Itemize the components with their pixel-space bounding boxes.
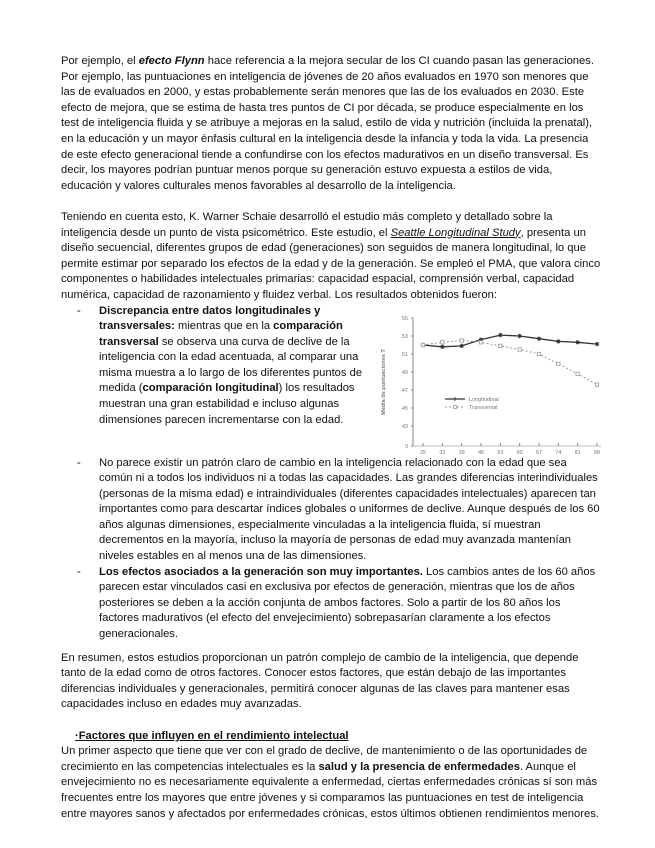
svg-text:43: 43: [401, 423, 408, 430]
svg-text:Transversal: Transversal: [469, 404, 498, 411]
dash-bullet: -: [77, 565, 81, 578]
paragraph-flynn-effect: Por ejemplo, el efecto Flynn hace referencia a la mejora secular de los CI cuando pasan las generaciones. Por ejemplo, las puntuaciones en inteligencia de jóvenes de 20 años evaluados en 1970 son menores que las de evaluados en 2000, y estas probablemente serán menores que las de los evaluados en 2030. Este efecto de mejora, que se estima de hasta tres puntos de CI por década, se produce especialmente en los test de inteligencia fluida y se atribuye a mejoras en la salud, estilo de vida y nutrición (incluida la prenatal), en la educación y un mayor énfasis cultural en la inteligencia desde la infancia y toda la vida. La presencia de este efecto generacional tiende a confundirse con los efectos madurativos en un diseño transversal. Es decir, los mayores podrían puntuar menos porque su generación estuvo expuesta a estilos de vida, educación y valores culturales menos favorables al desarrollo de la inteligencia.: [61, 55, 594, 192]
list-item: - No parece existir un patrón claro de cambio en la inteligencia relacionado con la edad que sea común ni a todos los individuos ni a todas las capacidades. Las grandes diferencias interindividuales (personas de la misma edad) e intraindividuales (diferentes capacidades intelectuales) aparecen tan importantes como para descartar índices globales o uniformes de declive. Aunque después de los 60 años algunas dimensiones, especialmente vinculadas a la inteligencia fluida, sí muestran decrementos en la mayoría, incluso la mayoría de personas de edad muy avanzada mantenían niveles estables en al menos una de las dimensiones.: [77, 456, 600, 563]
svg-text:25: 25: [419, 449, 427, 456]
dash-bullet: -: [77, 304, 81, 317]
paragraph-schaie-study: Teniendo en cuenta esto, K. Warner Schaie desarrolló el estudio más completo y detallado sobre la inteligencia desde un punto de vista psicométrico. Este estudio, el Seattle Longitudinal Study, presenta un diseño secuencial, diferentes grupos de edad (generaciones) son seguidos de manera longitudinal, lo que permite estimar por separado los efectos de la edad y de la generación. Se empleó el PMA, que valora cinco componentes o habilidades intelectuales primarias: capacidad espacial, comprensión verbal, capacidad numérica, capacidad de razonamiento y fluidez verbal. Los resultados obtenidos fueron:: [61, 210, 601, 301]
term-flynn-effect: efecto Flynn: [138, 55, 205, 67]
svg-text:60: 60: [516, 449, 523, 456]
section-heading: ·Factores que influyen en el rendimiento intelectual: [75, 729, 349, 742]
svg-text:55: 55: [401, 315, 408, 322]
svg-text:88: 88: [593, 449, 601, 456]
svg-text:Longitudinal: Longitudinal: [469, 396, 499, 403]
svg-text:81: 81: [574, 449, 581, 456]
dash-bullet: -: [77, 456, 81, 469]
svg-text:67: 67: [535, 449, 543, 456]
svg-text:32: 32: [439, 449, 446, 456]
paragraph-summary: En resumen, estos estudios proporcionan un patrón complejo de cambio de la inteligencia, que depende tanto de la edad como de otros factores. Conocer estos factores, que están debajo de las importantes diferencias individuales y generacionales, permitirá conocer algunas de las claves para mantener esas capacidades incluso en edades muy avanzadas.: [61, 651, 579, 711]
svg-text:47: 47: [401, 387, 408, 394]
document-page: [61, 54, 601, 822]
seattle-study-link[interactable]: Seattle Longitudinal Study: [390, 226, 521, 239]
svg-text:39: 39: [458, 449, 465, 456]
list-item: - Discrepancia entre datos longitudinales y transversales: mientras que en la comparación transversal se observa una curva de declive de la inteligencia con la edad acentuada, al comparar una misma muestra a lo largo de los diferentes puntos de medida (comparación longitudinal) los resultados muestran una gran estabilidad e incluso algunas dimensiones parecen incrementarse con la edad.: [77, 304, 363, 426]
svg-text:0: 0: [404, 443, 408, 450]
results-list: [61, 304, 601, 643]
svg-text:49: 49: [401, 369, 408, 376]
list-item: - Los efectos asociados a la generación son muy importantes. Los cambios antes de los 60 años parecen estar vinculados casi en exclusiva por efectos de generación, mientras que los de años posteriores se deben a la acción conjunta de ambos factores. Solo a partir de los 80 años los factores madurativos (el efecto del envejecimiento) sobrepasarían claramente a los efectos generacionales.: [77, 565, 596, 641]
paragraph-health-factors: Un primer aspecto que tiene que ver con el grado de declive, de mantenimiento o de las oportunidades de crecimiento en las competencias intelectuales es la salud y la presencia de enfermedades. Aunque el envejecimiento no es necesariamente equivalente a enfermedad, ciertas enfermedades crónicas sí son más frecuentes entre los mayores que entre jóvenes y si comparamos las puntuaciones en test de inteligencia entre mayores sanos y afectados por enfermedades crónicas, estos últimos obtienen rendimientos menores.: [61, 745, 599, 820]
svg-text:53: 53: [497, 449, 504, 456]
svg-text:74: 74: [555, 449, 562, 456]
svg-text:46: 46: [477, 449, 485, 456]
svg-text:51: 51: [401, 351, 408, 358]
svg-text:Media de puntuaciones T: Media de puntuaciones T: [381, 348, 387, 415]
svg-text:53: 53: [401, 333, 408, 340]
svg-text:45: 45: [401, 405, 408, 412]
